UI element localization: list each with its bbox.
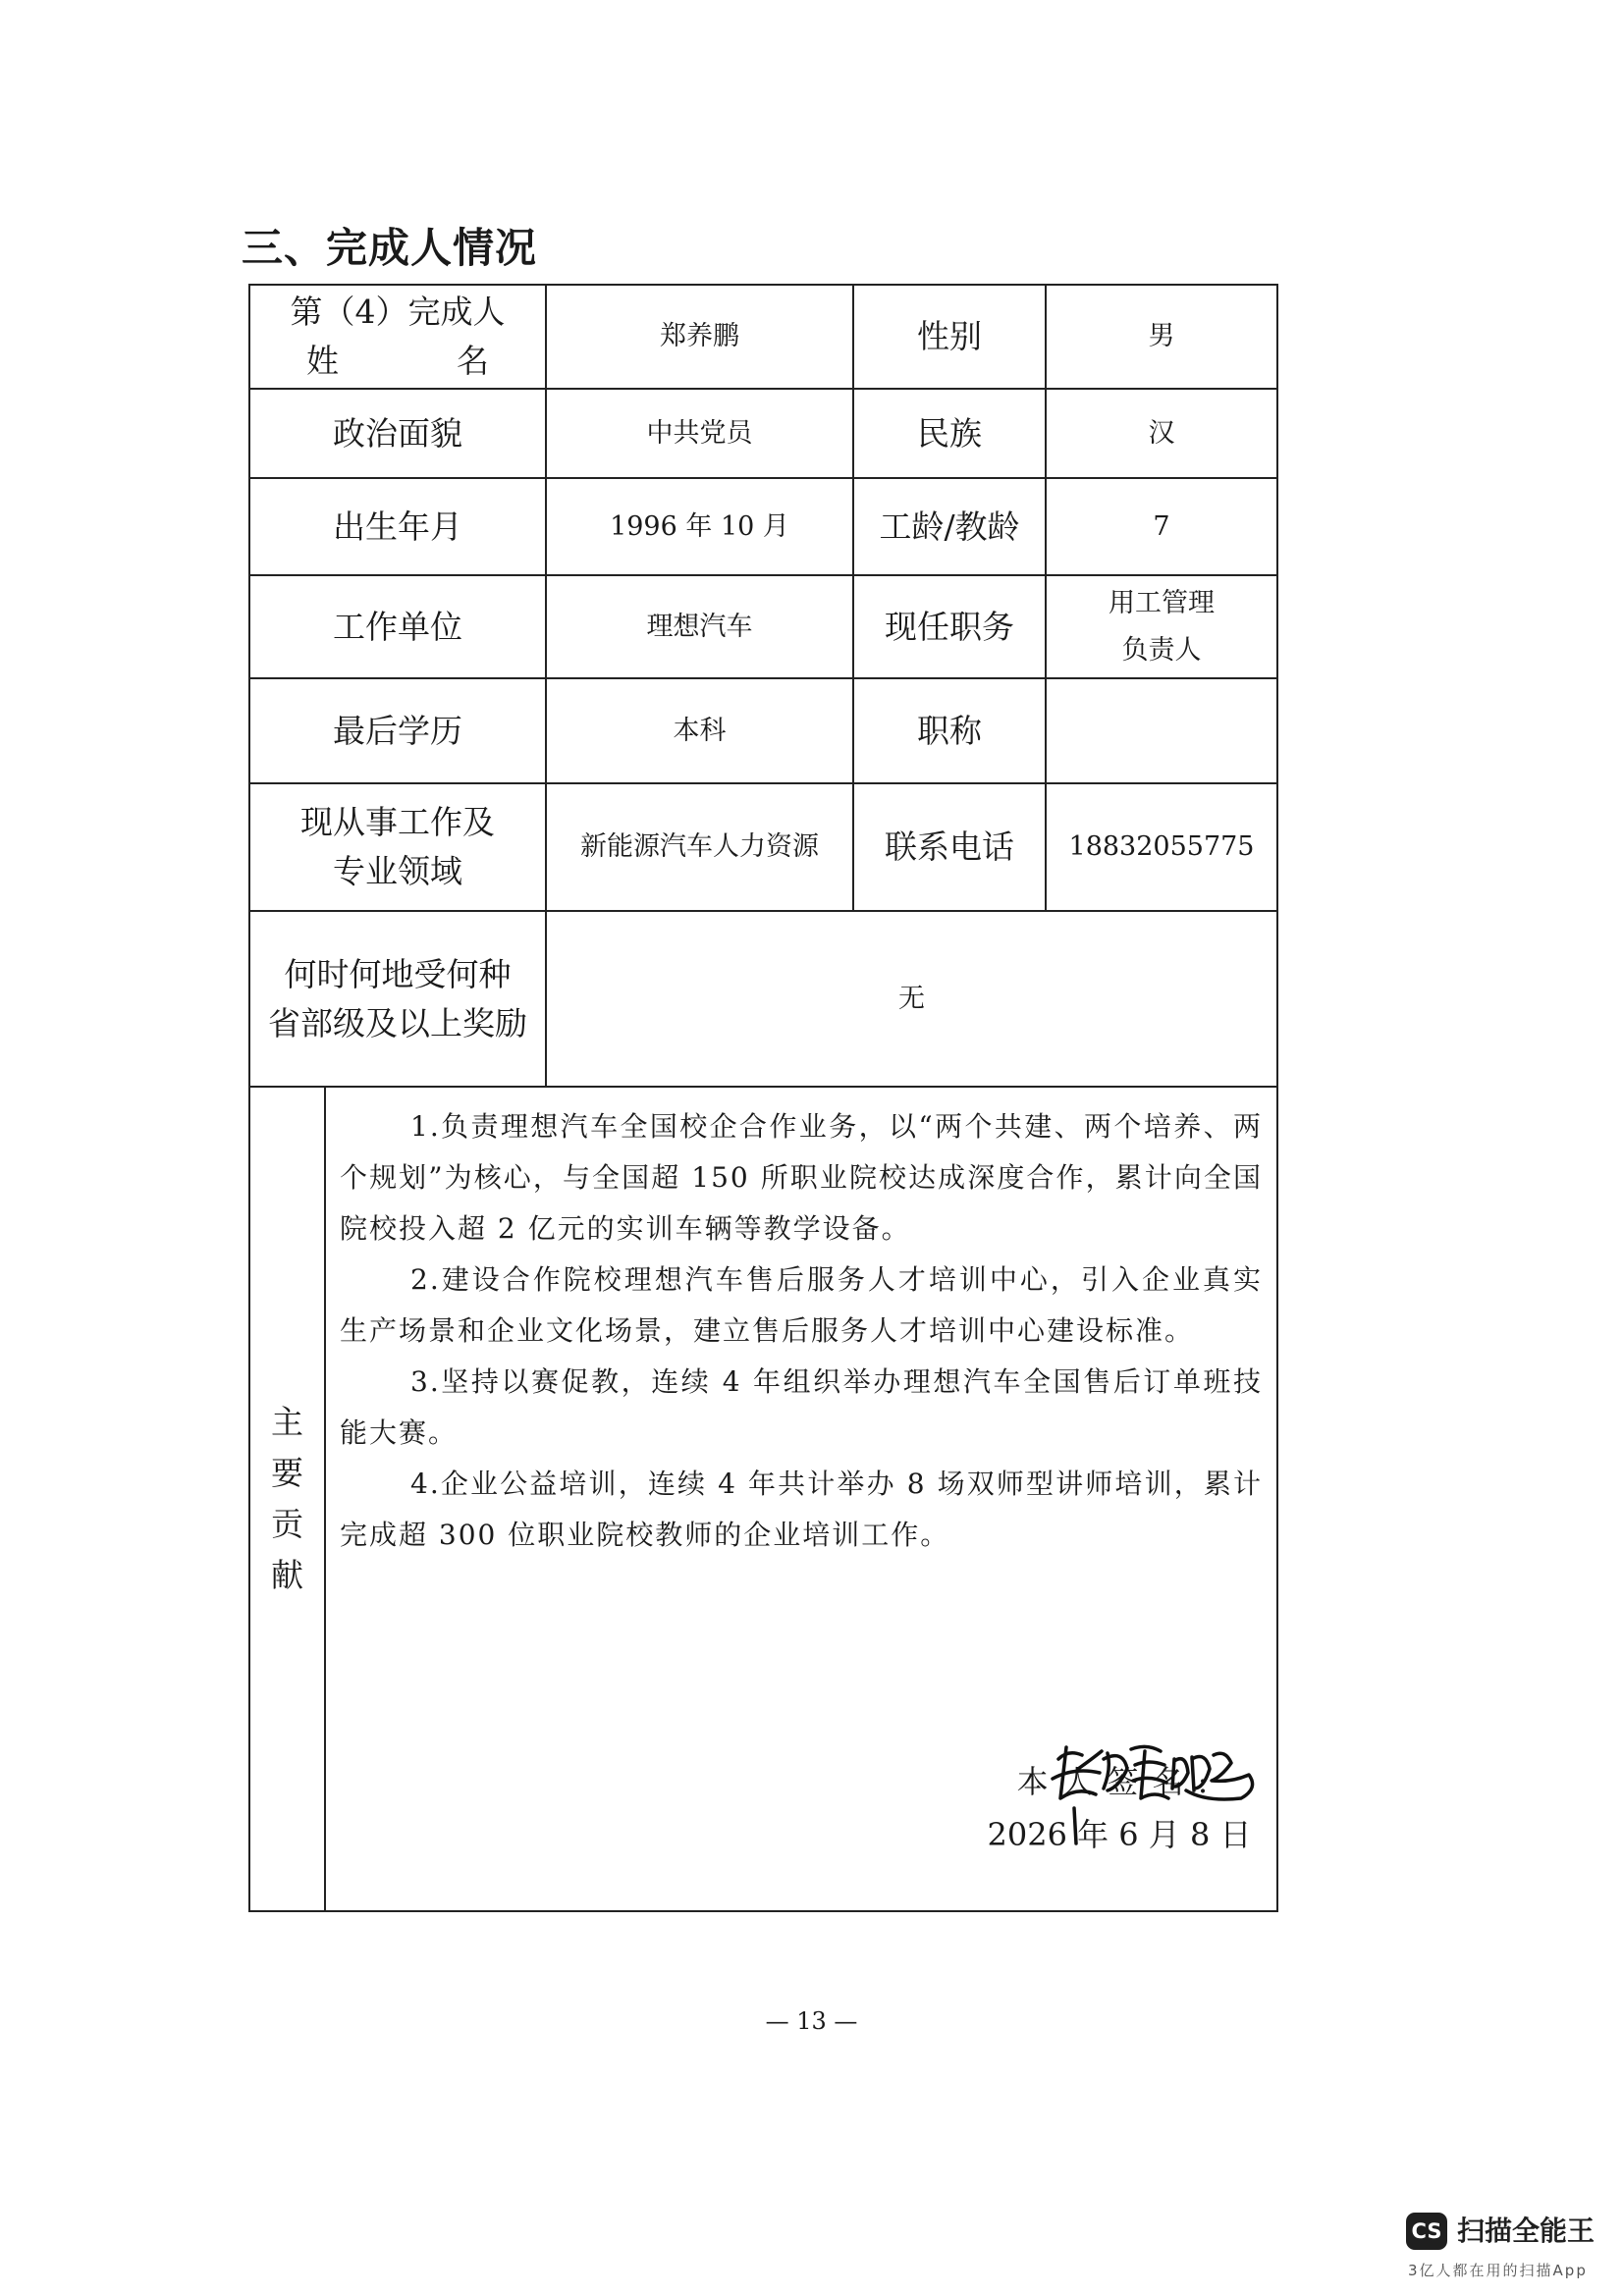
seniority-value: 7 — [1046, 478, 1277, 575]
name-value: 郑养鹏 — [546, 285, 853, 389]
contributions-label-cell — [249, 1087, 325, 1911]
employer-label: 工作单位 — [249, 575, 546, 678]
page-number: — 13 — — [765, 2007, 858, 2035]
awards-label-cell — [249, 911, 546, 1087]
name-label-char-2: 名 — [457, 342, 489, 380]
birth-value: 1996 年 10 月 — [546, 478, 853, 575]
awards-label-line1: 何时何地受何种 — [284, 954, 512, 993]
section-title: 三、完成人情况 — [242, 224, 538, 272]
watermark-subtitle: 3亿人都在用的扫描App — [1408, 2262, 1588, 2279]
contributions-label-char: 贡 — [271, 1505, 303, 1543]
ethnicity-value: 汉 — [1046, 389, 1277, 478]
phone-label: 联系电话 — [853, 783, 1046, 911]
field-label-cell — [249, 783, 546, 911]
name-label-char-1: 姓 — [306, 342, 339, 380]
gender-value: 男 — [1046, 285, 1277, 389]
handwritten-signature — [1039, 1730, 1265, 1847]
title-label: 职称 — [853, 678, 1046, 783]
row-education — [249, 678, 1277, 783]
contribution-item: 4.企业公益培训，连续 4 年共计举办 8 场双师型讲师培训，累计完成超 300 位职业院校教师的企业培训工作。 — [340, 1468, 1263, 1551]
name-label-line2 — [250, 337, 545, 386]
political-label: 政治面貌 — [249, 389, 546, 478]
awards-value: 无 — [546, 911, 1277, 1087]
name-label-cell — [249, 285, 546, 389]
position-value-cell — [1046, 575, 1277, 678]
contributions-label-char: 献 — [271, 1556, 303, 1594]
row-political — [249, 389, 1277, 478]
camscanner-logo: CS — [1406, 2213, 1447, 2250]
name-label-line1: 第（4）完成人 — [290, 293, 506, 331]
contribution-item: 3.坚持以赛促教，连续 4 年组织举办理想汽车全国售后订单班技能大赛。 — [340, 1365, 1263, 1449]
row-awards — [249, 911, 1277, 1087]
gender-label: 性别 — [853, 285, 1046, 389]
education-value: 本科 — [546, 678, 853, 783]
personal-info-table — [248, 284, 1278, 1912]
field-label-line1: 现从事工作及 — [300, 803, 495, 841]
position-value-line2: 负责人 — [1121, 634, 1202, 666]
seniority-label: 工龄/教龄 — [853, 478, 1046, 575]
position-label: 现任职务 — [853, 575, 1046, 678]
row-name — [249, 285, 1277, 389]
contributions-label-char: 主 — [271, 1403, 303, 1441]
sign-date: 2026 年 6 月 8 日 — [987, 1816, 1252, 1853]
watermark-title: 扫描全能王 — [1457, 2215, 1596, 2247]
awards-label-line2: 省部级及以上奖励 — [268, 1003, 527, 1042]
field-label-line2: 专业领域 — [333, 852, 462, 890]
employer-value: 理想汽车 — [546, 575, 853, 678]
ethnicity-label: 民族 — [853, 389, 1046, 478]
contribution-item: 2.建设合作院校理想汽车售后服务人才培训中心，引入企业真实生产场景和企业文化场景，建立售后服务人才培训中心建设标准。 — [340, 1263, 1263, 1347]
position-value-line1: 用工管理 — [1109, 587, 1215, 618]
political-value: 中共党员 — [546, 389, 853, 478]
title-value — [1046, 678, 1277, 783]
contribution-item: 1.负责理想汽车全国校企合作业务，以“两个共建、两个培养、两个规划”为核心，与全国超 150 所职业院校达成深度合作，累计向全国院校投入超 2 亿元的实训车辆等教学设备。 — [340, 1110, 1263, 1245]
row-birth — [249, 478, 1277, 575]
contributions-text — [326, 1088, 1276, 1561]
row-field — [249, 783, 1277, 911]
contributions-label-char: 要 — [271, 1454, 303, 1492]
signature-label: 本人签名: — [1016, 1763, 1222, 1800]
birth-label: 出生年月 — [249, 478, 546, 575]
row-employer — [249, 575, 1277, 678]
education-label: 最后学历 — [249, 678, 546, 783]
field-value: 新能源汽车人力资源 — [546, 783, 853, 911]
phone-value: 18832055775 — [1046, 783, 1277, 911]
